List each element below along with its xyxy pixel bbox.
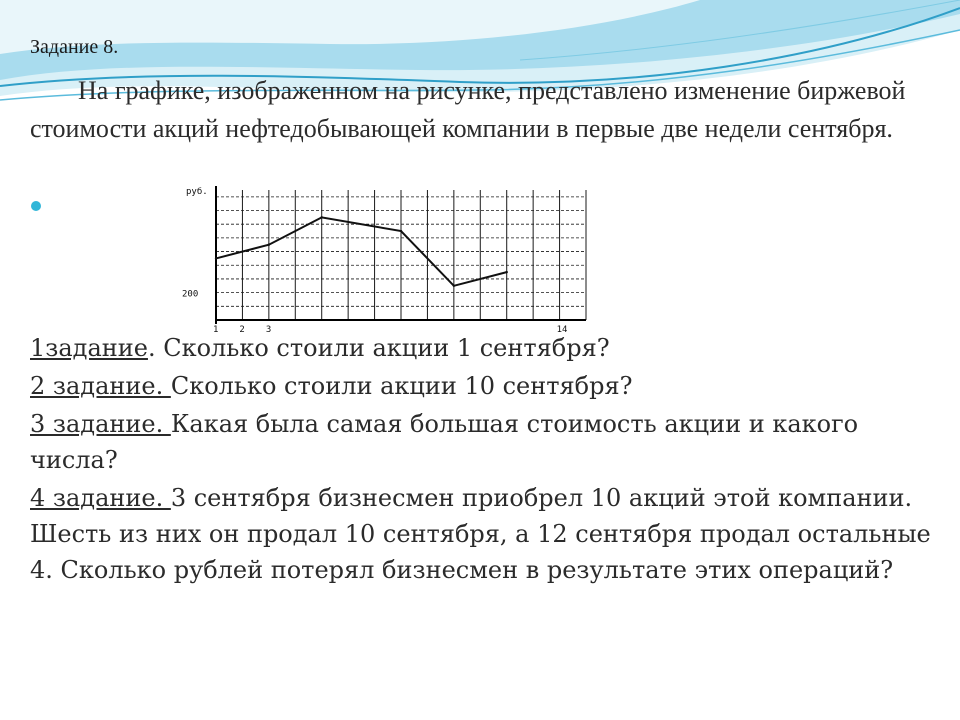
task-4-label: 4 задание. bbox=[30, 484, 171, 512]
y-axis-unit-label: руб. bbox=[186, 187, 208, 197]
data-point bbox=[321, 216, 323, 218]
data-point bbox=[215, 257, 217, 259]
task-2-label: 2 задание. bbox=[30, 372, 171, 400]
task-3 bbox=[30, 406, 935, 478]
data-point bbox=[400, 230, 402, 232]
data-point bbox=[268, 244, 270, 246]
task-1-label: 1задание bbox=[30, 334, 148, 362]
stock-price-chart bbox=[178, 178, 598, 338]
data-point bbox=[453, 285, 455, 287]
x-tick-label: 1 bbox=[213, 325, 219, 335]
task-4-text: 3 сентября бизнесмен приобрел 10 акций этой компании. Шесть из них он продал 10 сентября, а 12 сентября продал остальные 4. Сколько рублей потерял бизнесмен в результате этих операций? bbox=[30, 484, 931, 584]
intro-text bbox=[30, 72, 930, 148]
task-2 bbox=[30, 368, 935, 404]
task-3-text: Какая была самая большая стоимость акции и какого числа? bbox=[30, 410, 859, 474]
chart-grid bbox=[216, 190, 586, 320]
task-2-text: Сколько стоили акции 10 сентября? bbox=[170, 372, 633, 400]
data-point bbox=[506, 271, 508, 273]
tasks-list bbox=[30, 330, 935, 590]
task-4 bbox=[30, 480, 935, 588]
y-tick-label: 200 bbox=[182, 289, 199, 300]
intro-text-content: На графике, изображенном на рисунке, представлено изменение биржевой стоимости акций нефтедобывающей компании в первые две недели сентября. bbox=[30, 76, 906, 143]
x-tick-label: 14 bbox=[556, 325, 568, 335]
task-1-text: . Сколько стоили акции 1 сентября? bbox=[147, 334, 610, 362]
task-title: Задание 8. bbox=[30, 36, 119, 58]
bullet-dot bbox=[31, 201, 41, 211]
task-3-label: 3 задание. bbox=[30, 410, 171, 438]
x-tick-label: 2 bbox=[239, 325, 245, 335]
x-tick-label: 3 bbox=[265, 325, 272, 335]
task-1 bbox=[30, 330, 935, 366]
